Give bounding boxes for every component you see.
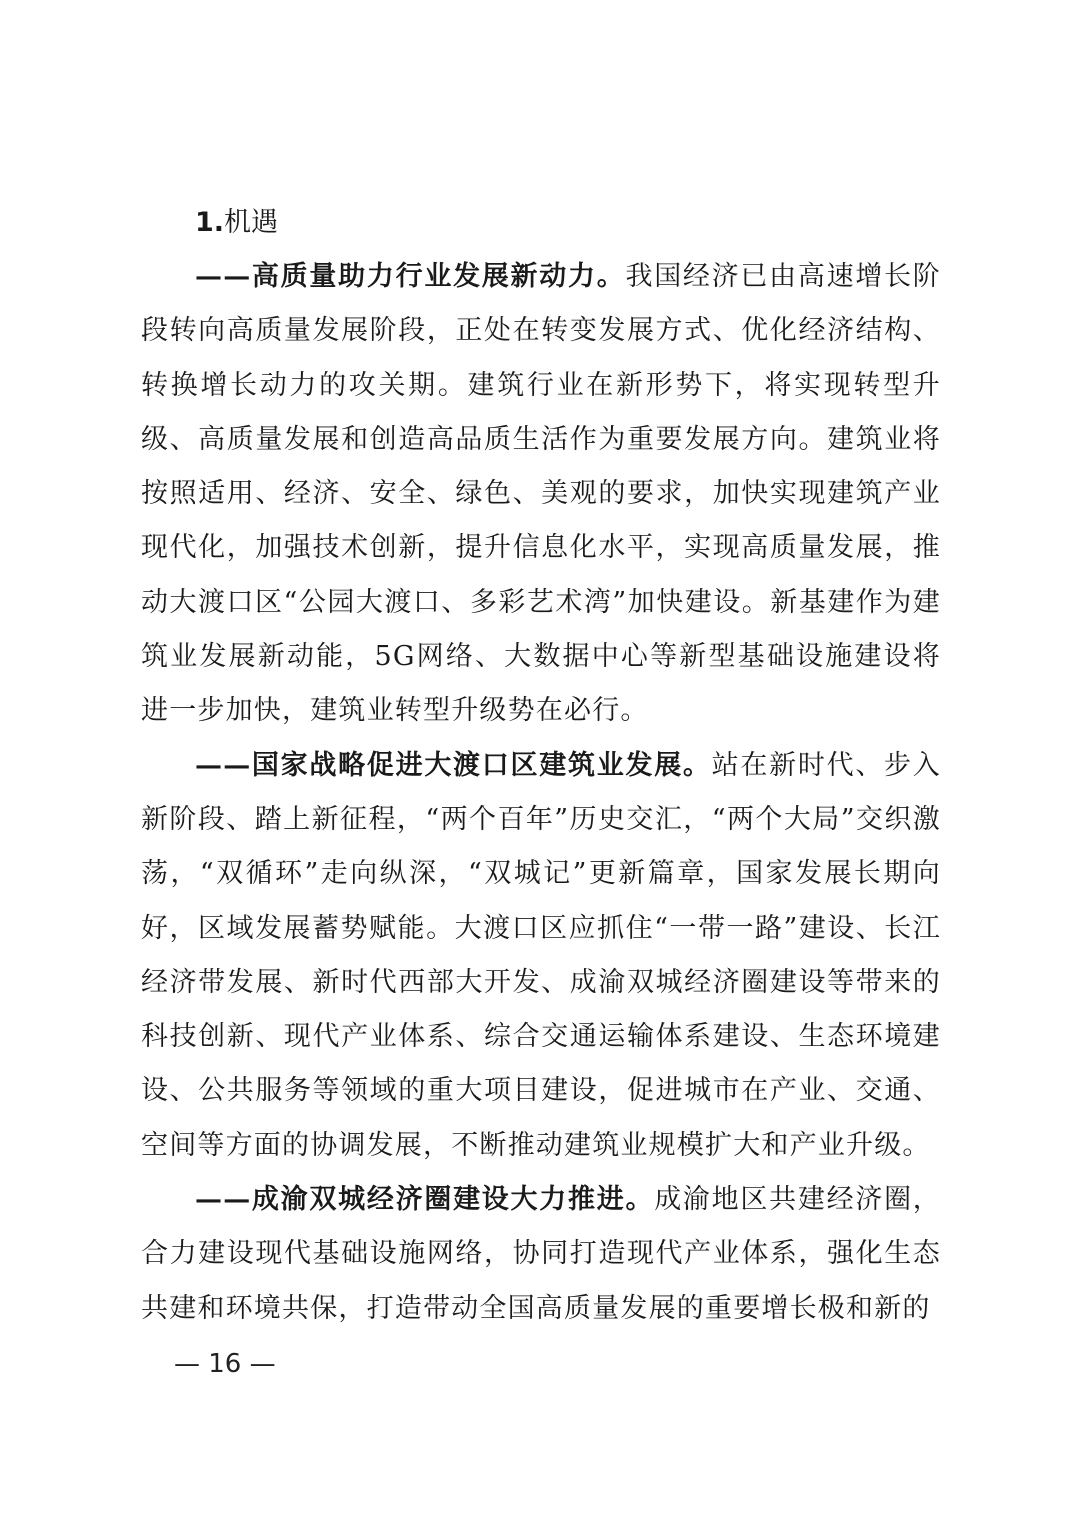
paragraph-body: 成渝地区共建经济圈，合力建设现代基础设施网络，协同打造现代产业体系，强化生态共建和环境共保，打造带动全国高质量发展的重要增长极和新的 <box>141 1184 942 1324</box>
paragraph-lead: ——成渝双城经济圈建设大力推进。 <box>195 1184 655 1216</box>
paragraph-body: 站在新时代、步入新阶段、踏上新征程，“两个百年”历史交汇，“两个大局”交织激荡，“双循环”走向纵深，“双城记”更新篇章，国家发展长期向好，区域发展蓄势赋能。大渡口区应抓住“一带一路”建设、长江经济带发展、新时代西部大开发、成渝双城经济圈建设等带来的科技创新、现代产业体系、综合交通运输体系建设、生态环境建设、公共服务等领域的重大项目建设，促进城市在产业、交通、空间等方面的协调发展，不断推动建筑业规模扩大和产业升级。 <box>141 749 941 1161</box>
section-heading <box>141 196 941 250</box>
section-title: 机遇 <box>224 207 279 238</box>
section-number: 1. <box>195 207 225 238</box>
paragraph-body: 我国经济已由高速增长阶段转向高质量发展阶段，正处在转变发展方式、优化经济结构、转换增长动力的攻关期。建筑行业在新形势下，将实现转型升级、高质量发展和创造高品质生活作为重要发展方向。建筑业将按照适用、经济、安全、绿色、美观的要求，加快实现建筑产业现代化，加强技术创新，提升信息化水平，实现高质量发展，推动大渡口区“公园大渡口、多彩艺术湾”加快建设。新基建作为建筑业发展新动能，5G网络、大数据中心等新型基础设施建设将进一步加快，建筑业转型升级势在必行。 <box>141 261 942 727</box>
paragraph-lead: ——国家战略促进大渡口区建筑业发展。 <box>195 749 712 781</box>
page-number: — 16 — <box>174 1349 276 1379</box>
paragraph-lead: ——高质量助力行业发展新动力。 <box>195 261 626 292</box>
paragraph-national-strategy <box>141 739 941 1173</box>
paragraph-chengyu-circle <box>141 1173 941 1336</box>
document-page <box>141 196 941 1336</box>
paragraph-high-quality <box>141 250 941 739</box>
